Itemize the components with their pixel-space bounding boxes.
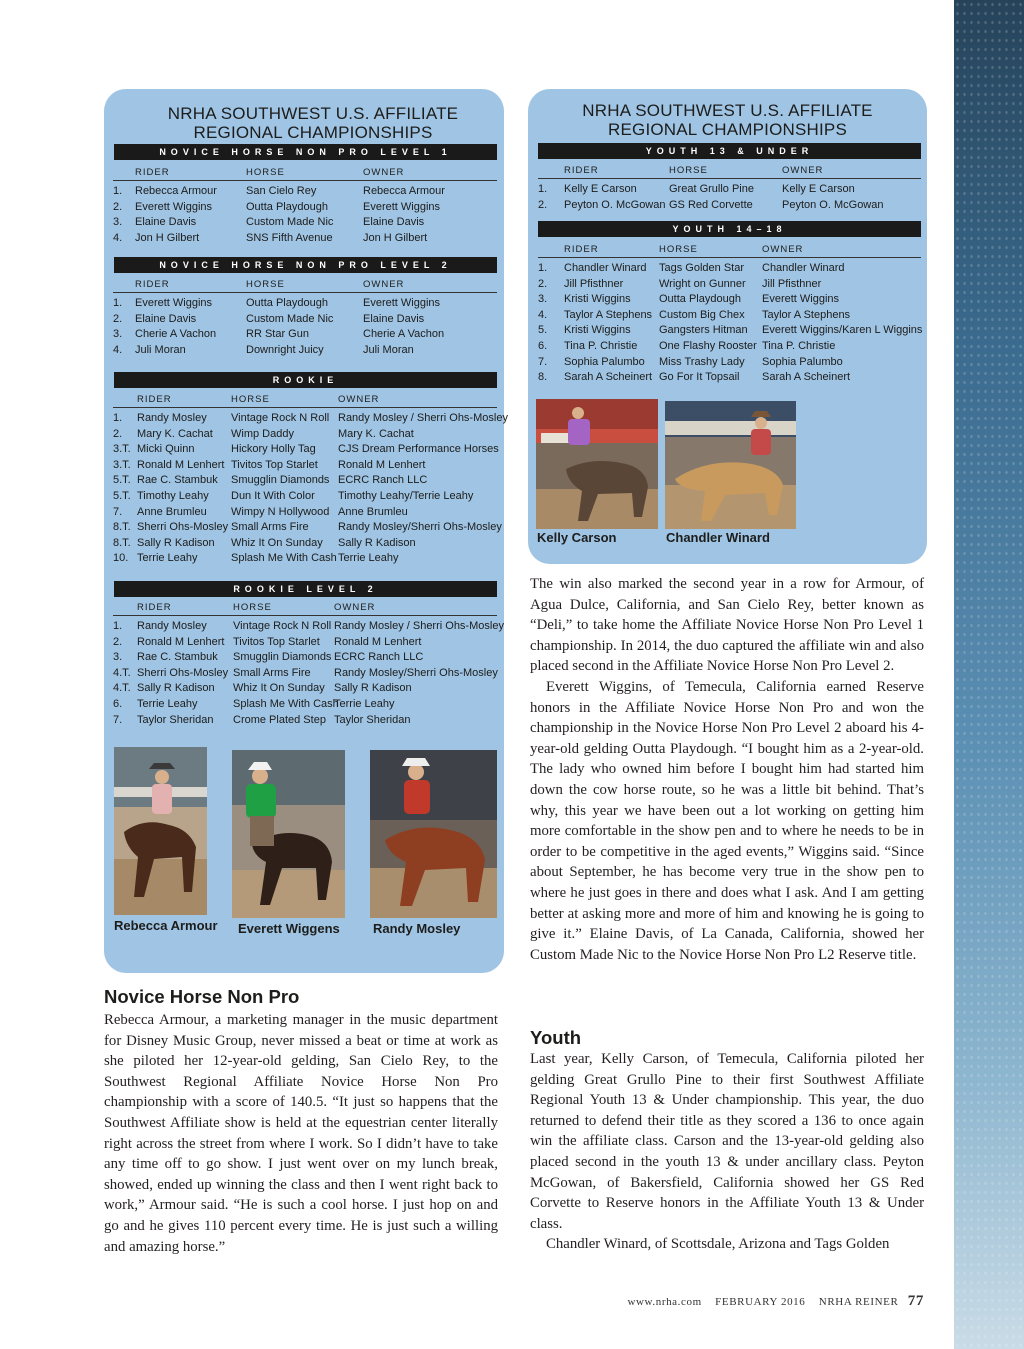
table-row: 3. Cherie A Vachon RR Star Gun Cherie A Vachon	[113, 328, 445, 341]
caption-rebecca-armour: Rebecca Armour	[114, 918, 218, 933]
page-footer	[627, 1293, 924, 1310]
right-panel-title-line1: NRHA SOUTHWEST U.S. AFFILIATE	[582, 101, 873, 120]
article-youth-column	[530, 1049, 924, 1255]
section-bar-rookie-l2: ROOKIE LEVEL 2	[114, 581, 497, 597]
table-row: 8. Sarah A Scheinert Go For It Topsail Sarah A Scheinert	[538, 371, 851, 384]
table-header: RIDER HORSE OWNER	[113, 393, 497, 408]
caption-randy-mosley: Randy Mosley	[373, 921, 461, 936]
table-row: 3. Rae C. Stambuk Smugglin Diamonds ECRC Ranch LLC	[113, 651, 424, 664]
caption-everett-wiggens: Everett Wiggens	[238, 921, 340, 936]
table-row: 6. Tina P. Christie One Flashy Rooster Tina P. Christie	[538, 339, 836, 352]
results-table-novice-l2	[113, 278, 497, 358]
caption-kelly-carson: Kelly Carson	[537, 530, 617, 545]
article-paragraph: Everett Wiggins, of Temecula, California earned Reserve honors in the Affiliate Novice Horse Non Pro and won the championship in the Novice Horse Non Pro Level 2 aboard his 4-year-old gelding Outta Playdough. “I bought him as a 2-year-old. The lady who owned him before I bought him had started him down the cow horse route, so he was a little bit behind. That’s why, this year we have been out a lot working on getting him more comfortable in the show pen and to where he needs to be in order to be competitive in the aged events,” Wiggins said. “Since about September, he has become very true in the show pen to where he just goes in there and does what I ask. And I am getting better at asking more and more of him and knowing he is going to give it.” Elaine Davis, of La Canada, California, showed her Custom Made Nic to the Novice Horse Non Pro L2 Reserve title.	[530, 678, 924, 963]
photo-rebecca-armour	[114, 747, 207, 915]
article-paragraph: Last year, Kelly Carson, of Temecula, California piloted her gelding Great Grullo Pine to their first Southwest Affiliate Regional Youth 13 & Under championship. This year, the duo returned to defend their title as they scored a 136 to once again win the affiliate class. Carson and the 13-year-old gelding also placed second in the youth 13 & under ancillary class. Peyton McGowan, of Bakersfield, California showed her GS Red Corvette to Reserve honors in the Affiliate Youth 13 & Under class.	[530, 1051, 924, 1232]
table-row: 1. Kelly E Carson Great Grullo Pine Kelly E Carson	[538, 183, 855, 195]
caption-chandler-winard: Chandler Winard	[666, 530, 770, 545]
table-row: 1. Rebecca Armour San Cielo Rey Rebecca Armour	[113, 185, 445, 197]
photo-kelly-carson	[536, 399, 658, 529]
table-row: 10. Terrie Leahy Splash Me With Cash Terrie Leahy	[113, 552, 399, 565]
results-table-youth-14-18	[538, 243, 921, 386]
table-row: 3. Elaine Davis Custom Made Nic Elaine Davis	[113, 216, 425, 229]
table-row: 3.T. Ronald M Lenhert Tivitos Top Starlet Ronald M Lenhert	[113, 458, 426, 471]
table-row: 2. Jill Pfisthner Wright on Gunner Jill Pfisthner	[538, 277, 822, 290]
table-row: 5.T. Rae C. Stambuk Smugglin Diamonds ECRC Ranch LLC	[113, 474, 428, 487]
table-row: 2. Peyton O. McGowan GS Red Corvette Peyton O. McGowan	[538, 198, 884, 211]
col-horse: HORSE	[246, 167, 285, 178]
left-panel-title-line2: REGIONAL CHAMPIONSHIPS	[193, 123, 433, 142]
table-row: 8.T. Sherri Ohs-Mosley Small Arms Fire Randy Mosley/Sherri Ohs-Mosley	[113, 521, 502, 534]
table-row: 8.T. Sally R Kadison Whiz It On Sunday Sally R Kadison	[113, 536, 416, 549]
table-row: 4. Juli Moran Downright Juicy Juli Moran	[113, 343, 414, 356]
article-paragraph: The win also marked the second year in a row for Armour, of Agua Dulce, California, and San Cielo Rey, better known as “Deli,” to take home the Affiliate Novice Horse Non Pro Level 1 championship. In 2014, the duo captured the affiliate win and also placed second in the Affiliate Novice Horse Non Pro Level 2.	[530, 576, 924, 675]
section-bar-youth-14-18: YOUTH 14–18	[538, 221, 921, 237]
table-header: RIDER HORSE OWNER	[113, 601, 497, 616]
article-right-column	[530, 574, 924, 965]
table-row: 5. Kristi Wiggins Gangsters Hitman Everett Wiggins/Karen L Wiggins	[538, 324, 923, 337]
table-row: 2. Ronald M Lenhert Tivitos Top Starlet Ronald M Lenhert	[113, 635, 422, 648]
table-row: 7. Anne Brumleu Wimpy N Hollywood Anne Brumleu	[113, 505, 408, 518]
table-row: 7. Taylor Sheridan Crome Plated Step Taylor Sheridan	[113, 713, 411, 726]
table-row: 2. Everett Wiggins Outta Playdough Everett Wiggins	[113, 200, 441, 213]
table-header: RIDER HORSE OWNER	[538, 164, 921, 179]
heading-youth: Youth	[530, 1027, 582, 1048]
table-row: 4. Jon H Gilbert SNS Fifth Avenue Jon H Gilbert	[113, 231, 428, 244]
table-row: 1. Chandler Winard Tags Golden Star Chandler Winard	[538, 262, 845, 274]
table-row: 7. Sophia Palumbo Miss Trashy Lady Sophia Palumbo	[538, 355, 843, 368]
heading-novice-horse-non-pro: Novice Horse Non Pro	[104, 986, 300, 1007]
table-row: 2. Mary K. Cachat Wimp Daddy Mary K. Cachat	[113, 427, 414, 440]
table-row: 4.T. Sherri Ohs-Mosley Small Arms Fire Randy Mosley/Sherri Ohs-Mosley	[113, 666, 498, 679]
table-row: 1. Randy Mosley Vintage Rock N Roll Randy Mosley / Sherri Ohs-Mosley	[113, 412, 508, 424]
photo-randy-mosley	[370, 750, 497, 918]
photo-chandler-winard	[665, 401, 796, 529]
footer-magazine: NRHA REINER	[818, 1296, 899, 1308]
section-bar-novice-l2: NOVICE HORSE NON PRO LEVEL 2	[114, 257, 497, 273]
article-paragraph: Chandler Winard, of Scottsdale, Arizona and Tags Golden	[546, 1236, 890, 1253]
section-bar-novice-l1: NOVICE HORSE NON PRO LEVEL 1	[114, 144, 497, 160]
table-row: 6. Terrie Leahy Splash Me With Cash Terrie Leahy	[113, 697, 395, 710]
results-table-youth-13-under	[538, 164, 921, 213]
section-bar-rookie: ROOKIE	[114, 372, 497, 388]
table-header	[113, 166, 497, 181]
table-row: 1. Everett Wiggins Outta Playdough Everett Wiggins	[113, 297, 441, 309]
photo-everett-wiggens	[232, 750, 345, 918]
footer-issue: FEBRUARY 2016	[715, 1296, 806, 1308]
results-table-novice-l1	[113, 166, 497, 246]
col-rider: RIDER	[135, 167, 170, 178]
left-panel-title-line1: NRHA SOUTHWEST U.S. AFFILIATE	[167, 104, 459, 123]
col-owner: OWNER	[363, 167, 405, 178]
page-number: 77	[907, 1293, 924, 1309]
table-row: 4. Taylor A Stephens Custom Big Chex Taylor A Stephens	[538, 308, 851, 321]
article-novice-paragraph: Rebecca Armour, a marketing manager in the music department for Disney Music Group, never missed a beat or time at work as she piloted her 12-year-old gelding, San Cielo Rey, to the Southwest Regional Affiliate Novice Horse Non Pro championship with a score of 140.5. “It just so happens that the Southwest Affiliate show is held at the equestrian center literally right across the street from where I work. So I didn’t have to take any time off to go show. I just went over on my lunch break, showed, ended up winning the class and then I went right back to work,” Armour said. “He is such a cool horse. I just hop on and go and he gives 110 percent every time. He is just such a willing and amazing horse.”	[104, 1012, 498, 1255]
footer-url: www.nrha.com	[627, 1296, 702, 1308]
table-row: 3.T. Micki Quinn Hickory Holly Tag CJS Dream Performance Horses	[113, 443, 499, 456]
table-row: 2. Elaine Davis Custom Made Nic Elaine Davis	[113, 312, 425, 325]
table-row: 3. Kristi Wiggins Outta Playdough Everett Wiggins	[538, 293, 840, 306]
right-panel-title-line2: REGIONAL CHAMPIONSHIPS	[608, 120, 847, 139]
page-edge-decoration	[954, 0, 1024, 1349]
table-row: 4.T. Sally R Kadison Whiz It On Sunday Sally R Kadison	[113, 682, 412, 695]
results-table-rookie	[113, 393, 508, 567]
section-bar-youth-13-under: YOUTH 13 & UNDER	[538, 143, 921, 159]
table-header: RIDER HORSE OWNER	[538, 243, 921, 258]
results-table-rookie-l2	[113, 601, 504, 728]
table-row: 1. Randy Mosley Vintage Rock N Roll Randy Mosley / Sherri Ohs-Mosley	[113, 620, 504, 632]
table-header: RIDER HORSE OWNER	[113, 278, 497, 293]
table-row: 5.T. Timothy Leahy Dun It With Color Timothy Leahy/Terrie Leahy	[113, 489, 474, 502]
